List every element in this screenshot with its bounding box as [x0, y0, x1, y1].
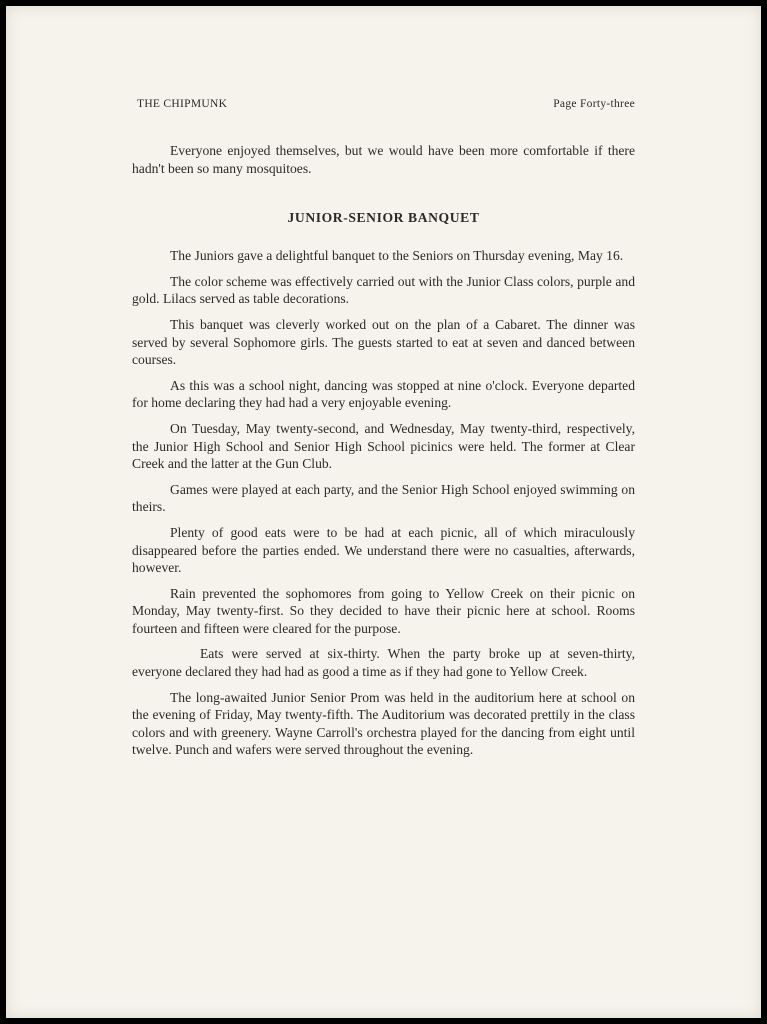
paragraph: Plenty of good eats were to be had at each picnic, all of which miraculously disappeared before the parties ended. We understand there were no casualties, afterwards, however.	[132, 524, 635, 576]
paragraph: Eats were served at six-thirty. When the party broke up at seven-thirty, everyone declared they had had as good a time as if they had gone to Yellow Creek.	[132, 646, 635, 680]
paragraph: The color scheme was effectively carried out with the Junior Class colors, purple and gold. Lilacs served as table decorations.	[132, 273, 635, 307]
paragraph: This banquet was cleverly worked out on the plan of a Cabaret. The dinner was served by several Sophomore girls. The guests started to eat at seven and danced between courses.	[132, 316, 635, 368]
publication-title: THE CHIPMUNK	[137, 98, 228, 110]
paragraph: Rain prevented the sophomores from going to Yellow Creek on their picnic on Monday, May twenty-first. So they decided to have their picnic here at school. Rooms fourteen and fifteen were cleared for the purpose.	[132, 585, 635, 636]
paragraph: As this was a school night, dancing was stopped at nine o'clock. Everyone departed for home declaring they had had a very enjoyable evening.	[132, 377, 635, 411]
page-scan	[6, 6, 761, 1018]
paragraph: The Juniors gave a delightful banquet to the Seniors on Thursday evening, May 16.	[170, 248, 624, 264]
paragraph: Games were played at each party, and the Senior High School enjoyed swimming on theirs.	[132, 481, 635, 515]
page-number: Page Forty-three	[553, 98, 635, 110]
section-heading: JUNIOR-SENIOR BANQUET	[287, 210, 480, 226]
page-content	[132, 98, 635, 759]
intro-paragraph: Everyone enjoyed themselves, but we would have been more comfortable if there hadn't been so many mosquitoes.	[132, 143, 635, 176]
running-header	[132, 98, 635, 118]
paragraph: The long-awaited Junior Senior Prom was held in the auditorium here at school on the evening of Friday, May twenty-fifth. The Auditorium was decorated prettily in the class colors and with greenery. Wayne Carroll's orchestra played for the dancing from eight until twelve. Punch and wafers were served throughout the evening.	[132, 689, 635, 758]
paragraph: On Tuesday, May twenty-second, and Wednesday, May twenty-third, respectively, the Junior High School and Senior High School picinics were held. The former at Clear Creek and the latter at the Gun Club.	[132, 420, 635, 472]
